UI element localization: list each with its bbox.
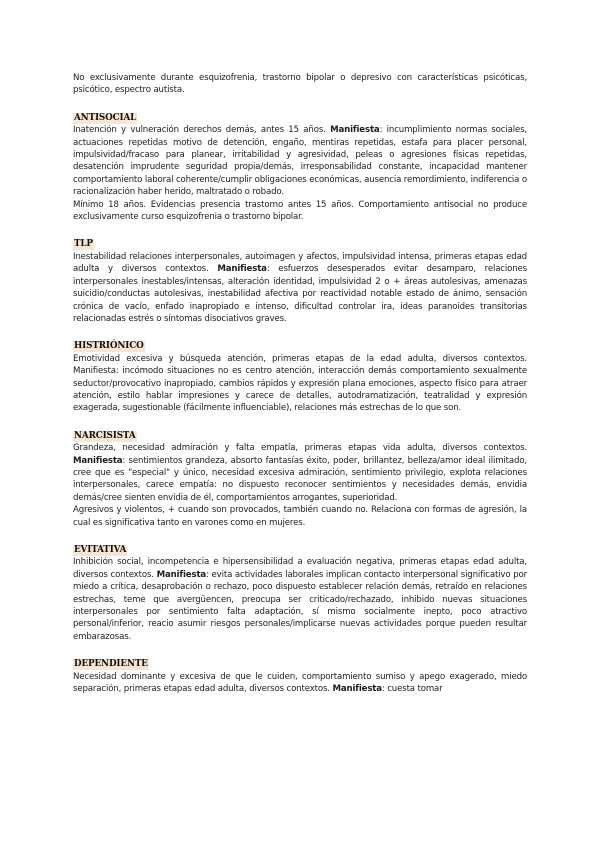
text-run: : sentimientos grandeza, absorto fantasías éxito, poder, brillantez, belleza/amor ideal ilimitado, cree que es "especial" y único, necesidad excesiva admiración, sentimiento privilegio, explota relaciones interpersonales, carece empatía: no dispuesto reconocer sentimientos y necesidades demás, envidia demás/cree sienten envidia de él, comportamientos arrogantes, superioridad.	[73, 455, 527, 503]
section-heading: DEPENDIENTE	[74, 659, 148, 670]
section-narcisista	[73, 430, 527, 529]
section-paragraph	[73, 124, 527, 198]
text-run: Grandeza, necesidad admiración y falta empatía, primeras etapas vida adulta, diversos contextos.	[73, 443, 527, 454]
document-content	[73, 72, 527, 695]
section-heading: HISTRIÓNICO	[74, 341, 144, 352]
section-heading: NARCISISTA	[74, 430, 136, 441]
section-antisocial	[73, 112, 527, 224]
text-run: : esfuerzos desesperados evitar desamparo, relaciones interpersonales inestables/intensas, alteración identidad, impulsividad 2 o + áreas autolesivas, amenazas suicidio/conductas autolesivas, inestabilidad afectiva por reactividad notable estado de ánimo, sensación crónica de vacío, enfado inapropiado e intenso, dificultad controlar ira, ideas paranoides transitorias relacionadas estrés o síntomas disociativos graves.	[73, 264, 527, 324]
section-paragraph	[73, 671, 527, 696]
section-histrionico	[73, 340, 527, 414]
text-run: Necesidad dominante y excesiva de que le cuiden, comportamiento sumiso y apego exagerado, miedo separación, primeras etapas edad adulta, diversos contextos.	[73, 671, 527, 695]
text-run: Inestabilidad relaciones interpersonales, autoimagen y afectos, impulsividad intensa, primeras etapas edad adulta y diversos contextos.	[73, 251, 527, 275]
section-paragraph	[73, 442, 527, 504]
text-run: Inhibición social, incompetencia e hipersensibilidad a evaluación negativa, primeras etapas edad adulta, diversos contextos.	[73, 557, 527, 580]
bold-term: Manifiesta	[217, 264, 267, 275]
section-heading: TLP	[74, 239, 93, 250]
section-paragraph: Agresivos y violentos, + cuando son provocados, también cuando no. Relaciona con formas de agresión, la cual es significativa tanto en varones como en mujeres.	[73, 505, 527, 528]
section-paragraph: Mínimo 18 años. Evidencias presencia trastorno antes 15 años. Comportamiento antisocial no produce exclusivamente curso esquizofrenia o trastorno bipolar.	[73, 199, 527, 223]
bold-term: Manifiesta	[330, 125, 380, 136]
section-evitativa	[73, 544, 527, 643]
section-dependiente	[73, 658, 527, 695]
section-paragraph	[73, 556, 527, 643]
intro-paragraph: No exclusivamente durante esquizofrenia, trastorno bipolar o depresivo con características psicóticas, psicótico, espectro autista.	[73, 73, 527, 96]
text-run: : incumplimiento normas sociales, actuaciones repetidas motivo de detención, engaño, mentiras repetidas, estafa para placer personal, impulsividad/fracaso para planear, irritabilidad y agresividad, peleas o agresiones físicas repetidas, desatención imprudente seguridad propia/demás, irresponsabilidad constante, incapacidad mantener comportamiento laboral coherente/cumplir obligaciones económicas, ausencia remordimiento, indiferencia o racionalización haber herido, maltratado o robado.	[73, 125, 527, 198]
text-run: : evita actividades laborales implican contacto interpersonal significativo por miedo a crítica, desaprobación o rechazo, poco dispuesto establecer relación demás, retraído en relaciones estrechas, teme que avergüencen, preocupa ser criticado/rechazado, inhibido nuevas situaciones interpersonales por sentimiento falta adaptación, sí mismo socialmente inepto, poco atractivo personal/inferior, reacio asumir riesgos personales/implicarse nuevas actividades porque pueden resultar embarazosas.	[73, 569, 527, 642]
text-run: Inatención y vulneración derechos demás, antes 15 años.	[73, 125, 331, 136]
bold-term: Manifiesta	[73, 455, 123, 466]
bold-term: Manifiesta	[156, 569, 207, 580]
text-run: : cuesta tomar	[381, 684, 443, 695]
section-heading: EVITATIVA	[74, 545, 127, 555]
section-tlp	[73, 238, 527, 325]
bold-term: Manifiesta	[332, 684, 382, 695]
section-heading: ANTISOCIAL	[74, 112, 137, 123]
section-paragraph: Emotividad excesiva y búsqueda atención, primeras etapas de la edad adulta, diversos contextos. Manifiesta: incómodo situaciones no es centro atención, interacción demás comportamiento sexualmente seductor/provocativo inapropiado, cambios rápidos y expresión plana emociones, aspecto físico para atraer atención, estilo hablar impresiones y carece de detalles, autodramatización, teatralidad y expresión exagerada, sugestionable (fácilmente influenciable), relaciones más estrechas de lo que son.	[73, 353, 527, 414]
section-paragraph	[73, 251, 527, 325]
